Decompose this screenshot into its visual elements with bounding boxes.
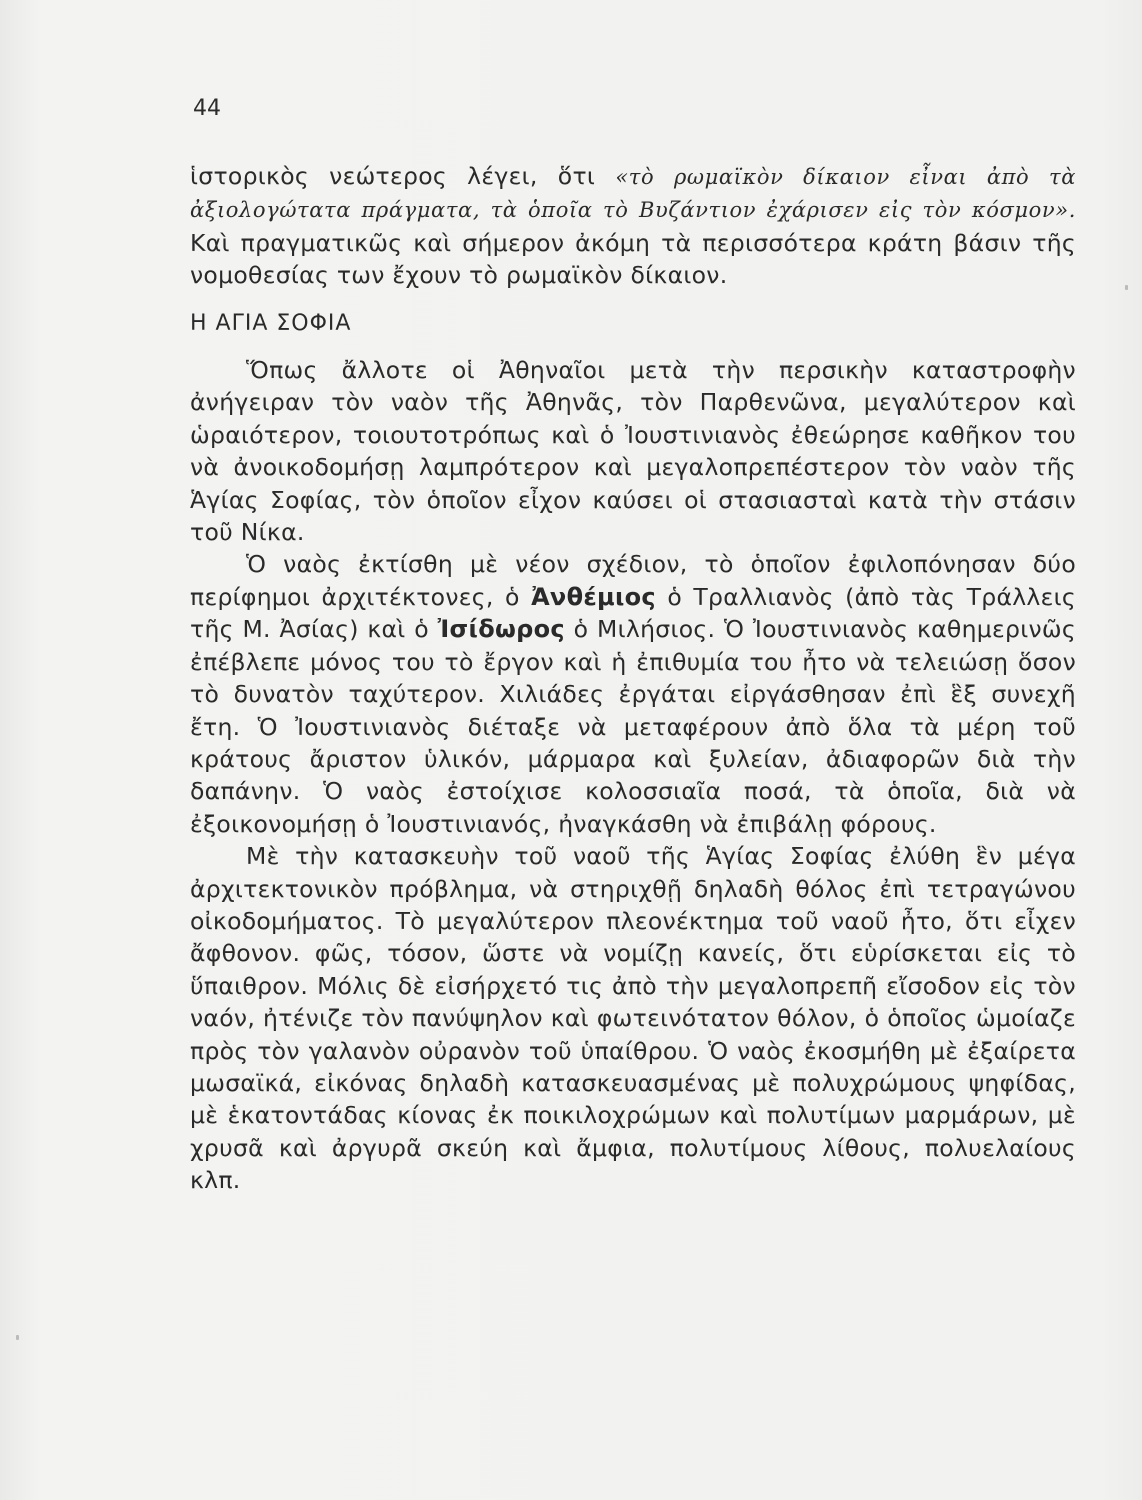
margin-mark (16, 1335, 19, 1340)
architect-name-anthemios: Ἀνθέμιος (531, 582, 656, 611)
paragraph-2-part-1: Ὁ ναὸς ἐκτίσθη μὲ νέον σχέδιον, τὸ ὁποῖον ἐφιλοπόνησαν δύο περίφημοι ἀρχιτέκτονες, ὁ (190, 550, 1076, 611)
intro-quotation: «τὸ ρωμαϊκὸν δίκαιον εἶναι ἀπὸ τὰ ἀξιολογώτατα πράγματα, τὰ ὁποῖα τὸ Βυζάντιον ἐχάρισεν εἰς τὸν κόσμον». (190, 165, 1076, 223)
paragraph-2-part-2: ὁ Τραλλιανὸς (ἀπὸ τὰς Τράλλεις τῆς Μ. Ἀσίας) καὶ ὁ (190, 582, 1076, 644)
intro-text-start: ἱστορικὸς νεώτερος λέγει, ὅτι (190, 162, 616, 190)
paragraph-2-part-3: ὁ Μιλήσιος. Ὁ Ἰουστινιανὸς καθημερινῶς ἐπέβλεπε μόνος του τὸ ἔργον καὶ ἡ ἐπιθυμία του ἦτο νὰ τελειώσῃ ὅσον τὸ δυνατὸν ταχύτερον. Χιλιάδες ἐργάται εἰργάσθησαν ἐπὶ ἓξ συνεχῆ ἔτη. Ὁ Ἰουστινιανὸς διέταξε νὰ μεταφέρουν ἀπὸ ὅλα τὰ μέρη τοῦ κράτους ἄριστον ὑλικόν, μάρμαρα καὶ ξυλείαν, ἀδιαφορῶν διὰ τὴν δαπάνην. Ὁ ναὸς ἐστοίχισε κολοσσιαῖα ποσά, τὰ ὁποῖα, διὰ νὰ ἐξοικονομήσῃ ὁ Ἰουστινιανός, ἠναγκάσθη νὰ ἐπιβάλῃ φόρους. (190, 615, 1076, 838)
margin-mark (1125, 285, 1128, 290)
paragraph-1: Ὅπως ἄλλοτε οἱ Ἀθηναῖοι μετὰ τὴν περσικὴν καταστροφὴν ἀνήγειραν τὸν ναὸν τῆς Ἀθηνᾶς, τὸν Παρθενῶνα, μεγαλύτερον καὶ ὡραιότερον, τοιουτοτρόπως καὶ ὁ Ἰουστινιανὸς ἐθεώρησε καθῆκον του νὰ ἀνοικοδομήσῃ λαμπρότερον καὶ μεγαλοπρεπέστερον τὸν ναὸν τῆς Ἁγίας Σοφίας, τὸν ὁποῖον εἶχον καύσει οἱ στασιασταὶ κατὰ τὴν στάσιν τοῦ Νίκα. (190, 356, 1076, 547)
paragraph-2 (190, 548, 1076, 840)
architect-name-isidoros: Ἰσίδωρος (437, 615, 565, 644)
body-text (190, 160, 1076, 1197)
section-heading: Η ΑΓΙΑ ΣΟΦΙΑ (190, 310, 352, 336)
page-number: 44 (193, 96, 221, 121)
paragraph-3: Μὲ τὴν κατασκευὴν τοῦ ναοῦ τῆς Ἁγίας Σοφίας ἐλύθη ἓν μέγα ἀρχιτεκτονικὸν πρόβλημα, νὰ στηριχθῇ δηλαδὴ θόλος ἐπὶ τετραγώνου οἰκοδομήματος. Τὸ μεγαλύτερον πλεονέκτημα τοῦ ναοῦ ἦτο, ὅτι εἶχεν ἄφθονον. φῶς, τόσον, ὥστε νὰ νομίζῃ κανείς, ὅτι εὑρίσκεται εἰς τὸ ὕπαιθρον. Μόλις δὲ εἰσήρχετό τις ἀπὸ τὴν μεγαλοπρεπῆ εἴσοδον εἰς τὸν ναόν, ἠτένιζε τὸν πανύψηλον καὶ φωτεινότατον θόλον, ὁ ὁποῖος ὡμοίαζε πρὸς τὸν γαλανὸν οὐρανὸν τοῦ ὑπαίθρου. Ὁ ναὸς ἐκοσμήθη μὲ ἐξαίρετα μωσαϊκά, εἰκόνας δηλαδὴ κατασκευασμένας μὲ πολυχρώμους ψηφίδας, μὲ ἑκατοντάδας κίονας ἐκ ποικιλοχρώμων καὶ πολυτίμων μαρμάρων, μὲ χρυσᾶ καὶ ἀργυρᾶ σκεύη καὶ ἄμφια, πολυτίμους λίθους, πολυελαίους κλπ. (190, 842, 1076, 1195)
intro-paragraph (190, 160, 1076, 292)
intro-text-end: Καὶ πραγματικῶς καὶ σήμερον ἀκόμη τὰ περισσότερα κράτη βάσιν τῆς νομοθεσίας των ἔχουν τὸ ρωμαϊκὸν δίκαιον. (190, 228, 1076, 290)
